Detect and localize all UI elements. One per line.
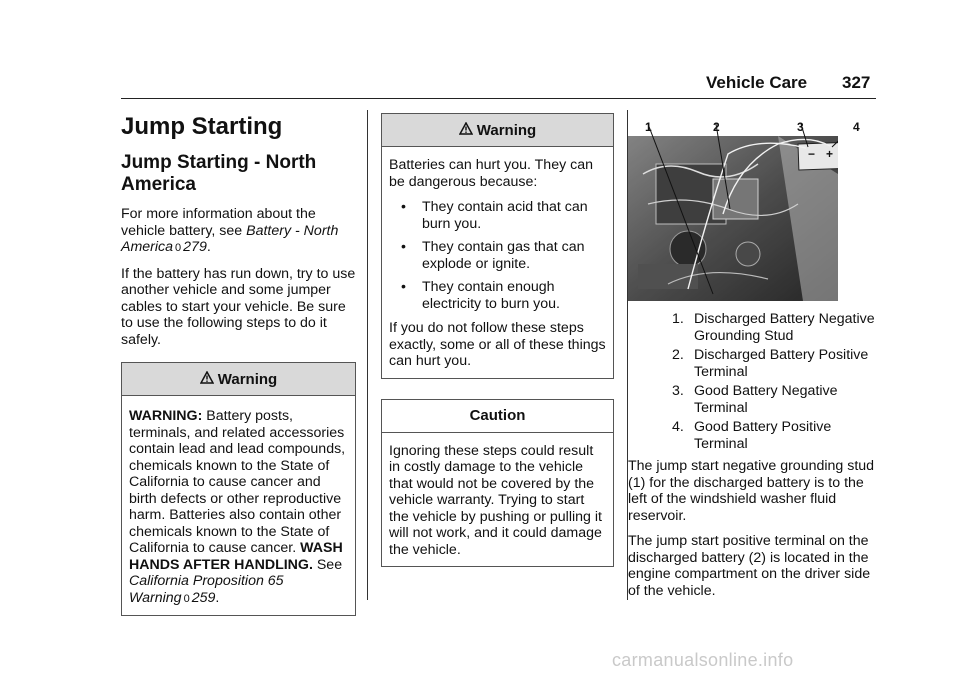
page-ref-arrow-icon: 0 [175, 242, 182, 254]
callout-legend [628, 311, 878, 452]
prop65-reference-page[interactable]: 259 [191, 589, 216, 606]
caution-header: Caution [382, 400, 613, 433]
page-ref-arrow-icon: 0 [183, 592, 190, 605]
warning-triangle-icon [459, 114, 473, 146]
engine-bay-photo [628, 114, 838, 301]
caution-box [381, 399, 614, 568]
engine-bay-illustration [628, 114, 860, 301]
battery-reference-page[interactable]: 279 [183, 239, 207, 255]
list-item: 4. Good Battery Positive Terminal [672, 419, 832, 452]
list-item: 2. Discharged Battery Positive Terminal [672, 347, 869, 380]
battery-reference-link[interactable]: Battery - North America [121, 222, 339, 255]
site-watermark: carmanualsonline.info [612, 650, 794, 670]
battery-warning-box [381, 113, 614, 379]
list-item: • They contain gas that can explode or ignite. [401, 239, 585, 272]
running-header-section: Vehicle Care [706, 73, 808, 92]
warning-header: Warning [382, 114, 613, 147]
caution-body: Ignoring these steps could result in costly damage to the vehicle that would not be covered by the vehicle warranty. Trying to start the vehicle by pushing or pulling it will not work, and it could damage the vehicle. [389, 442, 602, 558]
list-item: 1. Discharged Battery Negative Grounding Stud [672, 311, 875, 344]
subsection-title: Jump Starting - North America [121, 152, 317, 195]
list-item: 3. Good Battery Negative Terminal [672, 383, 838, 416]
warning-outro: If you do not follow these steps exactly, some or all of these things can hurt you. [389, 320, 606, 369]
intro-paragraph: For more information about the vehicle battery, see Battery - North America 0 279. [121, 206, 339, 255]
column-divider-1 [367, 110, 368, 600]
column-1 [121, 110, 356, 616]
page-number: 327 [842, 73, 871, 92]
warning-triangle-icon [200, 363, 214, 395]
column-2 [381, 110, 614, 567]
warning-intro: Batteries can hurt you. They can be dangerous because: [389, 157, 593, 190]
run-down-paragraph: If the battery has run down, try to use another vehicle and some jumper cables to start your vehicle. Be sure to use the following steps to do it safely. [121, 265, 356, 348]
callout-1: 1 [645, 120, 652, 134]
callout-4: 4 [853, 120, 860, 134]
warning-body: WARNING: Battery posts, terminals, and related accessories contain lead and lead compounds, chemicals known to the State of California to cause cancer and birth defects or other reproductive harm. Batteries also contain other chemicals known to the State of California to cause cancer. WASH HANDS AFTER HANDLING. See California Proposition 65 Warning 0 259. [129, 408, 346, 606]
prop65-reference-link[interactable]: California Proposition 65 Warning [129, 573, 284, 606]
list-item: • They contain enough electricity to burn you. [401, 279, 560, 312]
callout-3: 3 [797, 120, 804, 134]
svg-text:−: − [808, 147, 816, 161]
warning-body [382, 147, 613, 378]
warning-bullets [389, 199, 606, 312]
callout-2: 2 [713, 120, 720, 134]
header-rule [121, 98, 876, 99]
list-item: • They contain acid that can burn you. [401, 199, 588, 232]
section-title: Jump Starting [121, 113, 283, 140]
lead-warning-box [121, 362, 356, 616]
positive-terminal-paragraph: The jump start positive terminal on the discharged battery (2) is located in the engine compartment on the driver side of the vehicle. [628, 533, 871, 599]
svg-text:+: + [826, 147, 834, 161]
grounding-stud-paragraph: The jump start negative grounding stud (1) for the discharged battery is to the left of the windshield washer fluid reservoir. [628, 458, 875, 524]
warning-header: Warning [122, 363, 355, 396]
column-3 [628, 110, 878, 608]
